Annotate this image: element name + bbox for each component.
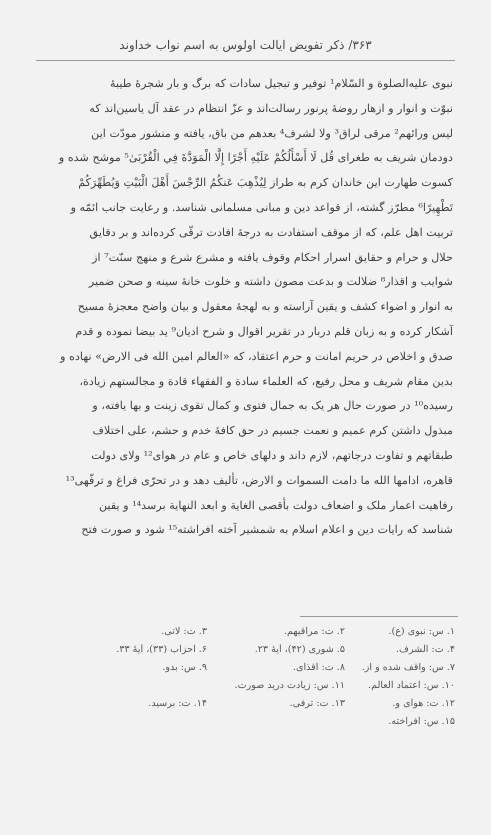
text-line: بدین مقام شریف و محل رفیع، که العلماء سادة و الفقهاء قادة و مجالستهم زیادة، — [79, 374, 453, 388]
text-line: تَطْهِيرًا⁶ مطرّز گشته، از قواعد دین و مبانی مسلمانی شناسد. و رعایت جانب ائمّه و — [70, 200, 453, 214]
text-line: حلال و حرام و حقایق اسرار احکام وقوف یافته و مشرع شرع و منهج سنّت⁷ از — [92, 250, 453, 264]
text-line: طبقاتهم و تفاوت درجاتهم، لازم داند و دلهای خاص و عام در هوای¹² ولای دولت — [91, 448, 453, 462]
footnote: ۴. ت: الشرف. — [395, 644, 455, 655]
footnotes — [30, 626, 455, 727]
text-line: کسوت طهارت این خاندان کرم به طراز لِيُذْهِبَ عَنكُمُ الرِّجْسَ أَهْلَ الْبَيْتِ وَيُطَهِّرَكُمْ — [78, 176, 453, 190]
text-line: آشکار کرده و به زبان قلم دربار در تقریر اقوال و شرح ادیان⁹ ید بیضا نموده و قدم — [75, 324, 453, 338]
text-line: صدق و اخلاص در حریم امانت و حرم اعتقاد، که «العالم امین الله فی الارض» نهاده و — [60, 349, 453, 363]
text-line: دودمان شریف به طغرای قُل لَا أَسْأَلُكُمْ عَلَيْهِ أَجْرًا إِلَّا الْمَوَدَّةَ فِي الْقُرْبَىٰ⁵ موشح شده و — [58, 151, 453, 165]
footnote: ۱۴. ت: برسید. — [148, 698, 207, 709]
text-line: لیس ورائهم² مرقی لراق³ ولا لشرف⁴ بعدهم من باق، یافته و منشور مودّت این — [91, 126, 453, 140]
text-line: به انوار و اضواء کشف و یقین آراسته و به لهجهٔ معقول و بیان واضح معجزهٔ مسیح — [77, 300, 453, 314]
footnote: ۱۰. س: اعتماد العالم. — [368, 680, 455, 691]
footnote: ۲. ت: مراقیهم. — [283, 626, 345, 637]
text-line: نبوی علیه‌الصلوة و السّلام¹ توفیر و تبجیل سادات که برگ و بار شجرهٔ طیبهٔ — [110, 77, 453, 90]
footnote: ۳. ت: لاتی. — [161, 626, 207, 637]
footnote-rule — [300, 616, 458, 617]
header-rule — [36, 60, 455, 61]
footnote: ۱۲. ت: هوای و. — [392, 698, 455, 709]
footnote: ۵. شوری (۴۲)، آیهٔ ۲۳. — [254, 644, 345, 655]
running-header: ۳۶۳/ ذکر تفویض ایالت اولوس به اسم نواب خداوند — [119, 38, 372, 52]
main-text — [44, 72, 453, 543]
footnote: ۶. احزاب (۳۳)، آیهٔ ۳۳. — [116, 644, 207, 655]
footnote: ۸. ت: اقذای. — [292, 662, 345, 673]
text-line: تربیت اهل علم، که از موقف استفادت به درجهٔ افادت ترقّی کرده‌اند و بر دقایق — [89, 225, 453, 239]
footnote: ۱۵. س: افراخته. — [388, 716, 455, 727]
footnote: ۷. س: واقف شده و از. — [361, 662, 455, 673]
footnote: ۱. س: نبوی (ع). — [388, 626, 455, 637]
footnote: ۱۱. س: زیادت درید صورت. — [234, 680, 345, 691]
text-line: شناسد که رایات دین و اعلام اسلام به شمشیر آخته افراشته¹⁵ شود و صورت فتح — [81, 523, 453, 537]
text-line: مبذول داشتن کرم عمیم و نعمت جسیم در حق کافهٔ خدم و حشم، علی اختلاف — [92, 424, 453, 438]
text-line: نبوّت و انوار و ازهار روضهٔ پرنور رسالت‌اند و عزّ انتظام در عقد آل یاسین‌اند که — [89, 101, 453, 115]
footnote: ۹. س: بدو. — [162, 662, 207, 673]
text-line: رسیده¹⁰ در صورت حال هر یک به جمال فتوی و کمال تقوی زینت و بها یافته، و — [92, 399, 453, 413]
footnote: ۱۳. ت: ترفی. — [289, 698, 345, 709]
text-line: رفاهیت اعمار ملک و اضعاف دولت بأقصی الغایة و ابعد النهایة برسد¹⁴ و یقین — [98, 498, 453, 512]
text-line: قاهره، ادامها الله ما دامت السموات و الارض، تألیف دهد و در تحرّی فراغ و ترفّهی¹³ — [65, 473, 453, 487]
text-line: شوایب و اقذار⁸ ضلالت و بدعت مصون داشته و خلوت خانهٔ سینه و صحن ضمیر — [88, 275, 453, 289]
